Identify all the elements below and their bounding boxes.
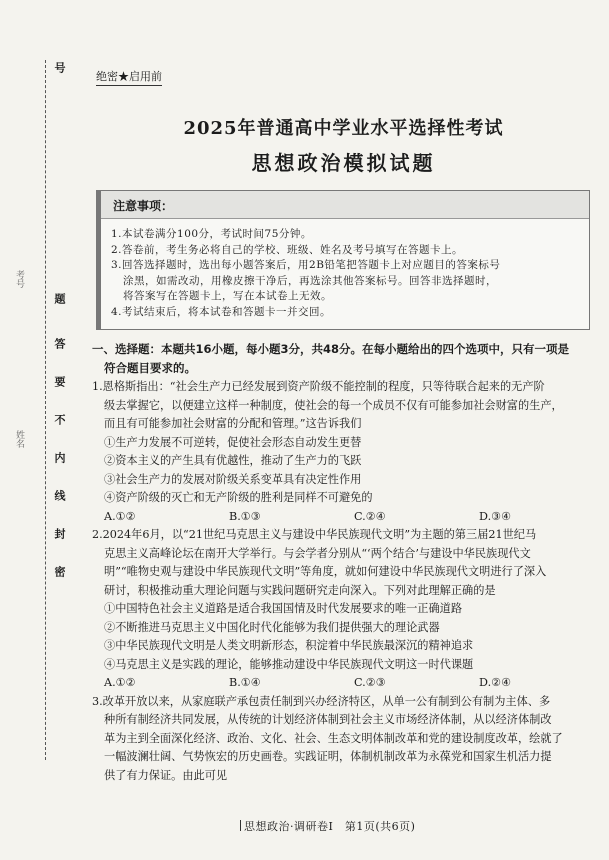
statement-option: ①中国特色社会主义道路是适合我国国情及时代发展要求的唯一正确道路 xyxy=(104,602,463,615)
notice-item: 涂黑，如需改动，用橡皮擦干净后，再选涂其他答案标号。回答非选择题时， xyxy=(123,274,497,287)
statement-option: ③中华民族现代文明是人类文明新形态，积淀着中华民族最深沉的精神追求 xyxy=(104,639,474,652)
answer-choices xyxy=(92,508,604,527)
statement-option: ②资本主义的产生具有优越性，推动了生产力的飞跃 xyxy=(104,454,362,467)
notice-box xyxy=(96,190,590,330)
secret-mark: 绝密★启用前 xyxy=(96,68,162,86)
question-text: 3.改革开放以来，从家庭联产承包责任制到兴办经济特区，从单一公有制到公有制为主体、多 xyxy=(92,694,551,708)
choice-a: A.①② xyxy=(104,676,136,689)
choice-c: C.②③ xyxy=(354,676,386,689)
id-label: 考号 xyxy=(14,270,24,288)
question-text: 供了有力保证。由此可见 xyxy=(104,768,228,782)
binding-char: 不 xyxy=(53,414,66,425)
binding-char: 线 xyxy=(53,490,66,501)
statement-option: ③社会生产力的发展对阶级关系变革具有决定性作用 xyxy=(104,472,362,486)
binding-char: 密 xyxy=(53,566,66,577)
choice-d: D.③④ xyxy=(479,509,512,523)
binding-char: 内 xyxy=(53,452,66,463)
binding-char: 封 xyxy=(53,528,66,539)
statement-option: ②不断推进马克思主义中国化时代化能够为我们提供强大的理论武器 xyxy=(104,620,440,634)
choice-c: C.②④ xyxy=(354,509,386,523)
notice-header xyxy=(101,191,589,219)
question-2 xyxy=(92,526,604,693)
section-title: 一、选择题：本题共16小题，每小题3分，共48分。在每小题给出的四个选项中，只有一项是 xyxy=(92,342,570,356)
notice-item: 4.考试结束后，将本试卷和答题卡一并交回。 xyxy=(111,305,332,318)
question-text: 种所有制经济共同发展，从传统的计划经济体制到社会主义市场经济体制，从以经济体制改 xyxy=(104,713,552,726)
exam-subtitle: 思想政治模拟试题 xyxy=(251,151,436,175)
statement-option: ①生产力发展不可逆转，促使社会形态自动发生更替 xyxy=(104,435,362,449)
question-text: 明”“唯物史观与建设中华民族现代文明”等角度，就如何建设中华民族现代文明进行了深入 xyxy=(104,565,547,578)
question-3 xyxy=(92,693,604,786)
question-text: 2.2024年6月，以“21世纪马克思主义与建设中华民族现代文明”为主题的第三届21世纪马 xyxy=(92,528,537,541)
choice-d: D.②④ xyxy=(479,676,512,689)
exam-title: 2025年普通高中学业水平选择性考试 xyxy=(183,118,504,139)
fold-line xyxy=(45,60,46,760)
notice-item: 2.答卷前，考生务必将自己的学校、班级、姓名及考号填写在答题卡上。 xyxy=(111,243,464,256)
question-text: 克思主义高峰论坛在南开大学举行。与会学者分别从“‘两个结合’与建设中华民族现代文 xyxy=(104,546,531,560)
question-text: 而且有可能参加社会财富的分配和管理。”这告诉我们 xyxy=(104,417,362,430)
binding-char: 要 xyxy=(53,376,66,387)
question-text: 一幅波澜壮阔、气势恢宏的历史画卷。实践证明，体制机制改革为永葆党和国家生机活力提 xyxy=(104,750,552,763)
binding-char: 号 xyxy=(53,62,66,73)
statement-option: ④马克思主义是实践的理论，能够推动建设中华民族现代文明这一时代课题 xyxy=(104,657,474,671)
question-content xyxy=(92,340,604,785)
notice-title: 注意事项： xyxy=(113,199,174,213)
notice-item: 3.回答选择题时，选出每小题答案后，用2B铅笔把答题卡上对应题目的答案标号 xyxy=(111,259,501,271)
footer-divider xyxy=(240,820,241,831)
question-text: 1.恩格斯指出：“社会生产力已经发展到资产阶级不能控制的程度，只等待联合起来的无产阶 xyxy=(92,380,545,393)
binding-char: 答 xyxy=(53,338,66,349)
notice-item: 1.本试卷满分100分，考试时间75分钟。 xyxy=(111,228,312,240)
section-title: 符合题目要求的。 xyxy=(104,361,196,375)
answer-choices xyxy=(92,674,604,693)
question-text: 革为主到全面深化经济、政治、文化、社会、生态文明体制改革和党的建设制度改革，绘就了 xyxy=(104,731,563,745)
question-text: 级去掌握它，以便建立这样一种制度，使社会的每一个成员不仅有可能参加社会财富的生产， xyxy=(104,398,563,412)
id-label: 姓名 xyxy=(14,430,24,448)
choice-b: B.①④ xyxy=(229,676,261,689)
binding-margin xyxy=(0,0,78,860)
question-1 xyxy=(92,378,604,526)
question-text: 研讨，积极推动重大理论问题与实践问题研究走向深入。下列对此理解正确的是 xyxy=(104,583,496,597)
page-footer xyxy=(240,818,415,834)
notice-body xyxy=(111,227,585,320)
notice-item: 将答案写在答题卡上，写在本试卷上无效。 xyxy=(123,290,332,302)
choice-a: A.①② xyxy=(104,509,136,523)
statement-option: ④资产阶级的灭亡和无产阶级的胜利是同样不可避免的 xyxy=(104,491,373,504)
choice-b: B.①③ xyxy=(229,509,261,523)
footer-text: 思想政治·调研卷Ⅰ 第1页(共6页) xyxy=(244,820,416,833)
binding-char: 题 xyxy=(53,293,66,304)
